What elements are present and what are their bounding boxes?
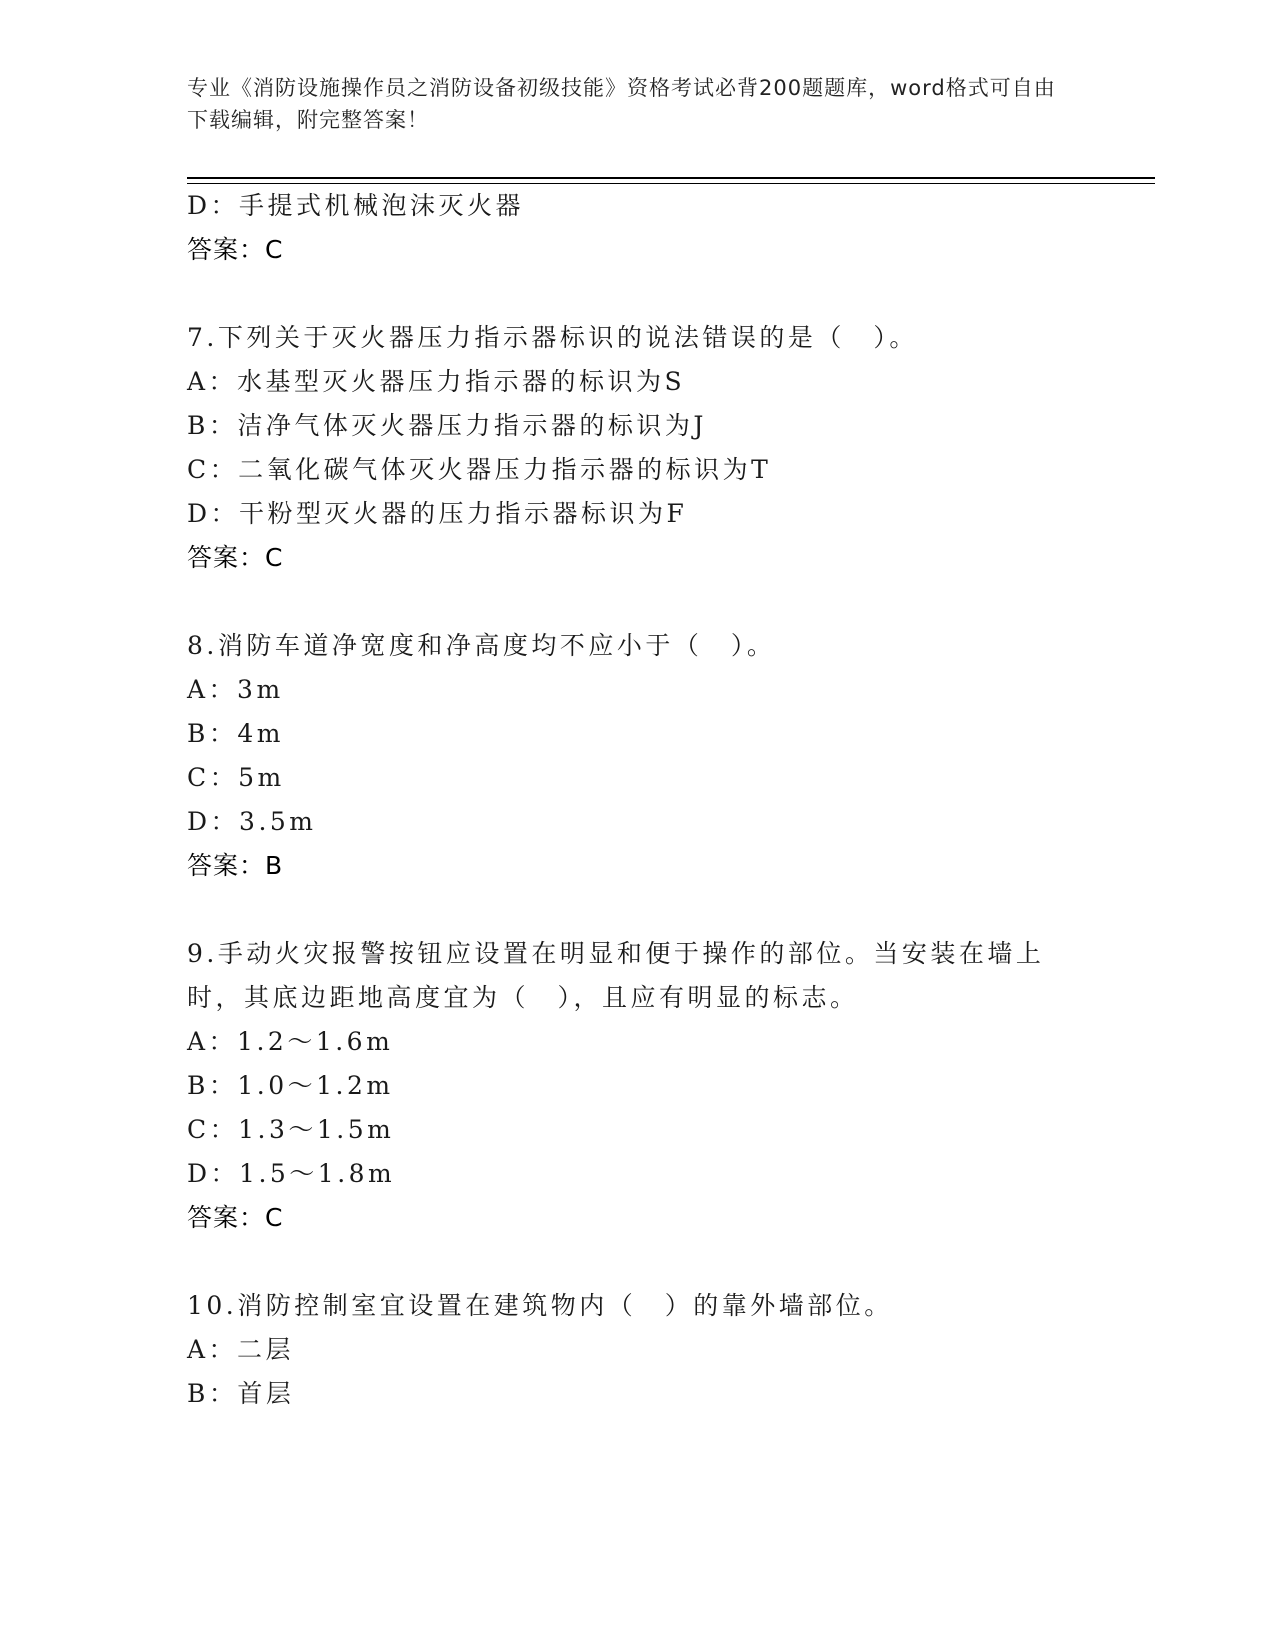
q7-option-b: B：洁净气体灭火器压力指示器的标识为J [187,411,707,440]
q7-option-d: D：干粉型灭火器的压力指示器标识为F [187,499,688,528]
q10-option-a: A：二层 [187,1335,295,1364]
q9-option-a: A：1.2～1.6m [187,1027,394,1056]
q7-option-a: A：水基型灭火器压力指示器的标识为S [187,367,686,396]
q6-option-d: D：手提式机械泡沫灭火器 [187,191,525,220]
q8-option-a: A：3m [187,675,284,704]
q8-option-b: B：4m [187,719,284,748]
header-divider-thin [187,183,1155,184]
q9-option-d: D：1.5～1.8m [187,1159,396,1188]
q7-answer: 答案：C [187,543,284,572]
q6-answer: 答案：C [187,235,284,264]
header-divider-thick [187,177,1155,179]
q9-question-line2: 时，其底边距地高度宜为（ ），且应有明显的标志。 [187,983,859,1012]
document-header: 专业《消防设施操作员之消防设备初级技能》资格考试必背200题题库，word格式可自由下载编辑，附完整答案！ [187,76,1056,132]
q7-option-c: C：二氧化碳气体灭火器压力指示器的标识为T [187,455,772,484]
q10-option-b: B：首层 [187,1379,295,1408]
q9-question-line1: 9.手动火灾报警按钮应设置在明显和便于操作的部位。当安装在墙上 [187,939,1045,968]
q8-option-c: C：5m [187,763,285,792]
q10-question: 10.消防控制室宜设置在建筑物内（ ）的靠外墙部位。 [187,1291,893,1320]
q8-question: 8.消防车道净宽度和净高度均不应小于（ ）。 [187,631,776,660]
q8-option-d: D：3.5m [187,807,317,836]
q9-answer: 答案：C [187,1203,284,1232]
q7-question: 7.下列关于灭火器压力指示器标识的说法错误的是（ ）。 [187,323,918,352]
q9-option-b: B：1.0～1.2m [187,1071,394,1100]
q9-option-c: C：1.3～1.5m [187,1115,395,1144]
q8-answer: 答案：B [187,851,284,880]
